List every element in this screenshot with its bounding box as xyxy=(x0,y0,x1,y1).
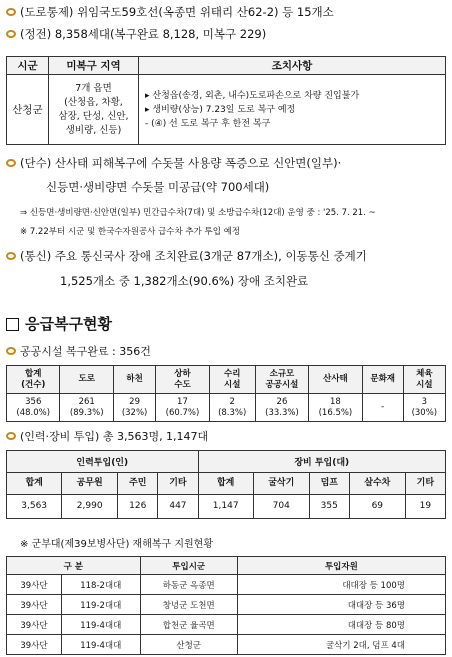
military-cell: 39사단 xyxy=(7,595,62,615)
telecom-line-2: 1,525개소 중 1,382개소(90.6%) 장애 조치완료 xyxy=(60,274,309,288)
personnel-value-cell: 355 xyxy=(309,495,349,519)
military-cell: 39사단 xyxy=(7,615,62,635)
military-cell: 대대장 등 36명 xyxy=(237,595,445,615)
public-value-cell: 3 (30%) xyxy=(403,394,445,422)
personnel-value-cell: 3,563 xyxy=(7,495,62,519)
bullet-icon xyxy=(6,159,16,167)
military-cell: 39사단 xyxy=(7,575,62,595)
area-line: 삼장, 단성, 신안, xyxy=(58,110,129,122)
header-action: 조치사항 xyxy=(139,57,446,75)
public-header-cell: 소규모 공공시설 xyxy=(255,366,308,394)
table-row xyxy=(7,575,446,595)
header-region: 투입시군 xyxy=(140,557,237,575)
military-cell: 119-2대대 xyxy=(61,595,140,615)
public-value-cell: 356 (48.0%) xyxy=(7,394,60,422)
area-cell xyxy=(49,75,139,145)
military-heading: ※ 군부대(제39보병사단) 재해복구 지원현황 xyxy=(20,539,214,550)
water-line-2: 신등면·생비량면 수돗물 미공급(약 700세대) xyxy=(46,180,270,194)
military-cell: 창녕군 도천면 xyxy=(140,595,237,615)
personnel-header-cell: 합계 xyxy=(7,473,62,495)
header-county: 시군 xyxy=(7,57,49,75)
public-value-cell: - xyxy=(362,394,403,422)
public-value-cell: 29 (32%) xyxy=(113,394,155,422)
public-value-cell: 261 (89.3%) xyxy=(60,394,113,422)
personnel-line xyxy=(6,428,208,444)
military-cell: 굴삭기 2대, 덤프 4대 xyxy=(237,635,445,655)
public-header-cell: 체육 시설 xyxy=(403,366,445,394)
public-header-cell: 산사태 xyxy=(309,366,362,394)
personnel-header-cell: 주민 xyxy=(118,473,158,495)
water-note-1: ⇒ 신등면·생비량면·신안면(일부) 민간급수차(7대) 및 소방급수차(12대) 운영 중 : '25. 7. 21. ~ xyxy=(20,208,376,218)
public-line xyxy=(6,343,151,359)
header-area: 미복구 지역 xyxy=(49,57,139,75)
personnel-heading: (인력·장비 투입) 총 3,563명, 1,147대 xyxy=(20,430,209,443)
people-group-header: 인력투입(인) xyxy=(7,451,199,473)
square-icon xyxy=(6,318,19,331)
header-division: 구 분 xyxy=(7,557,141,575)
military-cell: 118-2대대 xyxy=(61,575,140,595)
military-cell: 대대장 등 80명 xyxy=(237,615,445,635)
public-value-cell: 17 (60.7%) xyxy=(156,394,209,422)
personnel-value-cell: 69 xyxy=(349,495,405,519)
personnel-value-cell: 1,147 xyxy=(198,495,253,519)
table-row xyxy=(7,615,446,635)
personnel-header-cell: 기타 xyxy=(405,473,445,495)
telecom-text-1: (통신) 주요 통신국사 장애 조치완료(3개군 87개소), 이동통신 중계기 xyxy=(20,249,367,263)
military-cell: 산청군 xyxy=(140,635,237,655)
table-row xyxy=(7,635,446,655)
public-header-cell: 상하 수도 xyxy=(156,366,209,394)
traffic-line xyxy=(6,4,334,20)
public-header-cell: 문화재 xyxy=(362,366,403,394)
header-resources: 투입자원 xyxy=(237,557,445,575)
personnel-table xyxy=(6,450,446,519)
action-line: ▸ 생비량(상능) 7.23일 도로 복구 예정 xyxy=(145,104,296,115)
water-note-2: ※ 7.22부터 시군 및 한국수자원공사 급수차 추가 투입 예정 xyxy=(20,227,241,237)
personnel-header-cell: 공무원 xyxy=(62,473,118,495)
personnel-header-cell: 굴삭기 xyxy=(253,473,309,495)
personnel-value-cell: 19 xyxy=(405,495,445,519)
equip-group-header: 장비 투입(대) xyxy=(198,451,445,473)
military-cell: 119-4대대 xyxy=(61,615,140,635)
military-table xyxy=(6,556,446,655)
military-cell: 합천군 율곡면 xyxy=(140,615,237,635)
bullet-icon xyxy=(6,8,16,16)
military-cell: 하동군 옥종면 xyxy=(140,575,237,595)
personnel-header-cell: 살수차 xyxy=(349,473,405,495)
area-line: (산청읍, 차황, xyxy=(64,96,123,108)
action-line: - (④) 선 도로 복구 후 한전 복구 xyxy=(145,118,271,129)
public-header-cell: 합계 (건수) xyxy=(7,366,60,394)
area-line: 7개 읍면 xyxy=(75,82,112,94)
bullet-icon xyxy=(6,252,16,260)
table-row xyxy=(7,595,446,615)
public-value-cell: 2 (8.3%) xyxy=(209,394,255,422)
personnel-value-cell: 2,990 xyxy=(62,495,118,519)
military-cell: 대대장 등 100명 xyxy=(237,575,445,595)
public-heading: 공공시설 복구완료 : 356건 xyxy=(20,345,151,358)
military-cell: 119-4대대 xyxy=(61,635,140,655)
public-header-cell: 하천 xyxy=(113,366,155,394)
bullet-icon xyxy=(6,347,16,355)
public-table xyxy=(6,365,446,422)
bullet-icon xyxy=(6,30,16,38)
section-title: 응급복구현황 xyxy=(25,315,112,333)
water-text-1: (단수) 산사태 피해복구에 수돗물 사용량 폭증으로 신안면(일부)· xyxy=(20,156,342,170)
bullet-icon xyxy=(6,432,16,440)
public-header-cell: 수리 시설 xyxy=(209,366,255,394)
traffic-text: (도로통제) 위임국도59호선(옥종면 위태리 산62-2) 등 15개소 xyxy=(20,5,334,19)
power-text: (정전) 8,358세대(복구완료 8,128, 미복구 229) xyxy=(20,27,267,41)
power-table xyxy=(6,56,446,145)
public-value-cell: 18 (16.5%) xyxy=(309,394,362,422)
area-line: 생비량, 신등) xyxy=(65,124,122,136)
action-line: ▸ 산청읍(송경, 외촌, 내수)도로파손으로 차량 진입불가 xyxy=(145,90,360,101)
personnel-value-cell: 447 xyxy=(158,495,198,519)
personnel-header-cell: 덤프 xyxy=(309,473,349,495)
personnel-header-cell: 합계 xyxy=(198,473,253,495)
section-heading xyxy=(6,313,112,334)
public-header-cell: 도로 xyxy=(60,366,113,394)
county-cell: 산청군 xyxy=(7,75,49,145)
telecom-line-1 xyxy=(6,248,367,264)
power-line xyxy=(6,26,266,42)
personnel-value-cell: 126 xyxy=(118,495,158,519)
action-cell xyxy=(139,75,446,145)
water-line-1 xyxy=(6,155,341,171)
military-cell: 39사단 xyxy=(7,635,62,655)
personnel-header-cell: 기타 xyxy=(158,473,198,495)
personnel-value-cell: 704 xyxy=(253,495,309,519)
public-value-cell: 26 (33.3%) xyxy=(255,394,308,422)
